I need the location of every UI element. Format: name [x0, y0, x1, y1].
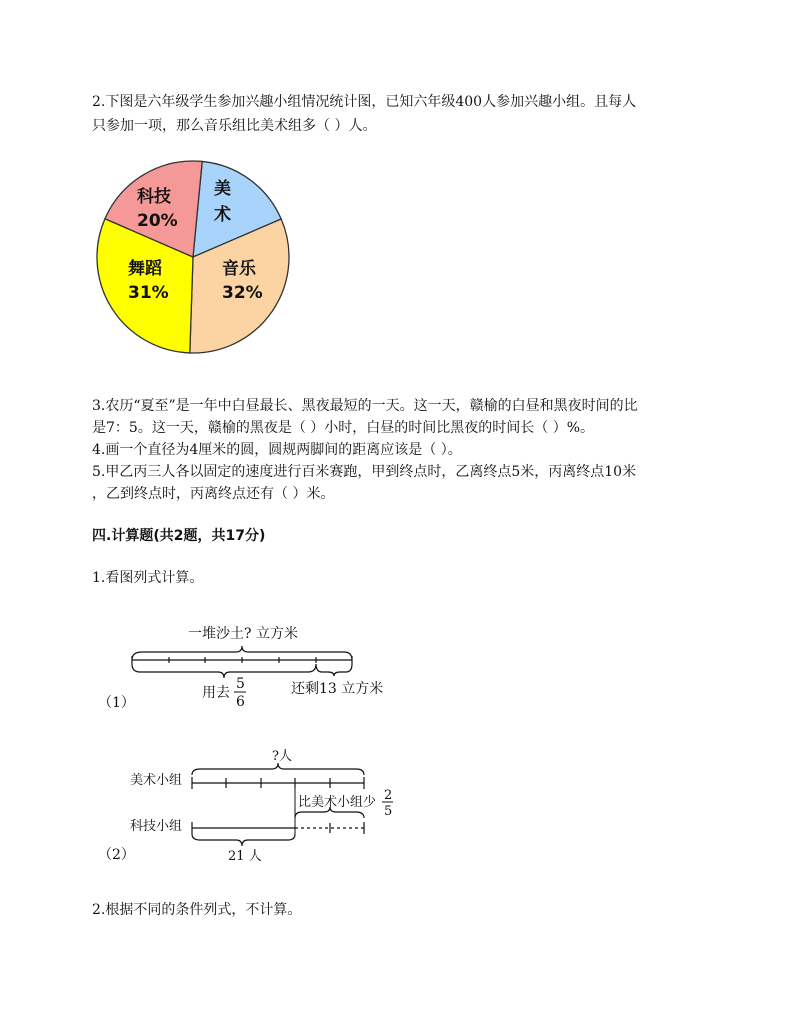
pie-label-keji-value: 20%	[137, 211, 178, 231]
d2-row2-label: 科技小组	[130, 819, 183, 834]
d1-used-den: 6	[236, 694, 245, 710]
d2-bottom-brace	[192, 834, 295, 846]
pie-label-wudao-name: 舞蹈	[128, 259, 162, 279]
section-heading: 四.计算题(共2题，共17分)	[92, 528, 266, 544]
q4-line1: 4.画一个直径为4厘米的圆，圆规两脚间的距离应该是（ ）。	[92, 442, 462, 458]
c2-title: 2.根据不同的条件列式，不计算。	[92, 902, 302, 918]
d1-used-label: 用去	[202, 685, 230, 701]
pie-label-keji-name: 科技	[137, 187, 171, 207]
q3-line1: 3.农历“夏至”是一年中白昼最长、黑夜最短的一天。这一天，赣榆的白昼和黑夜时间的比	[92, 398, 638, 414]
d2-row1-label: 美术小组	[130, 773, 183, 788]
d2-cmp-den: 5	[384, 804, 393, 819]
pie-label-yinyue-name: 音乐	[222, 259, 256, 279]
d2-index: （2）	[98, 847, 135, 863]
pie-label-meishu-2: 术	[214, 205, 231, 225]
q2-line2: 只参加一项，那么音乐组比美术组多（ ）人。	[92, 118, 377, 134]
d1-remain-label: 还剩13 立方米	[291, 681, 384, 697]
d1-index: （1）	[98, 695, 135, 711]
d1-used-num: 5	[236, 676, 245, 692]
pie-label-meishu-1: 美	[214, 179, 231, 199]
pie-label-yinyue-value: 32%	[222, 283, 263, 303]
c1-title: 1.看图列式计算。	[92, 570, 204, 586]
d2-cmp-num: 2	[384, 788, 393, 803]
pie-label-wudao-value: 31%	[128, 283, 169, 303]
q5-line1: 5.甲乙丙三人各以固定的速度进行百米赛跑，甲到终点时，乙离终点5米，丙离终点10米	[92, 464, 637, 480]
d2-cmp-label: 比美术小组少	[298, 795, 377, 810]
d2-bottom-label: 21 人	[228, 849, 262, 864]
d1-top-label: 一堆沙土? 立方米	[188, 626, 298, 642]
d2-top-label: ?人	[272, 749, 292, 764]
q2-line1: 2.下图是六年级学生参加兴趣小组情况统计图，已知六年级400人参加兴趣小组。且每人	[92, 94, 637, 110]
q3-line2: 是7：5。这一天，赣榆的黑夜是（ ）小时，白昼的时间比黑夜的时间长（ ）%。	[92, 420, 595, 436]
q5-line2: ，乙到终点时，丙离终点还有（ ）米。	[92, 486, 335, 502]
d2-top-brace	[192, 763, 364, 775]
